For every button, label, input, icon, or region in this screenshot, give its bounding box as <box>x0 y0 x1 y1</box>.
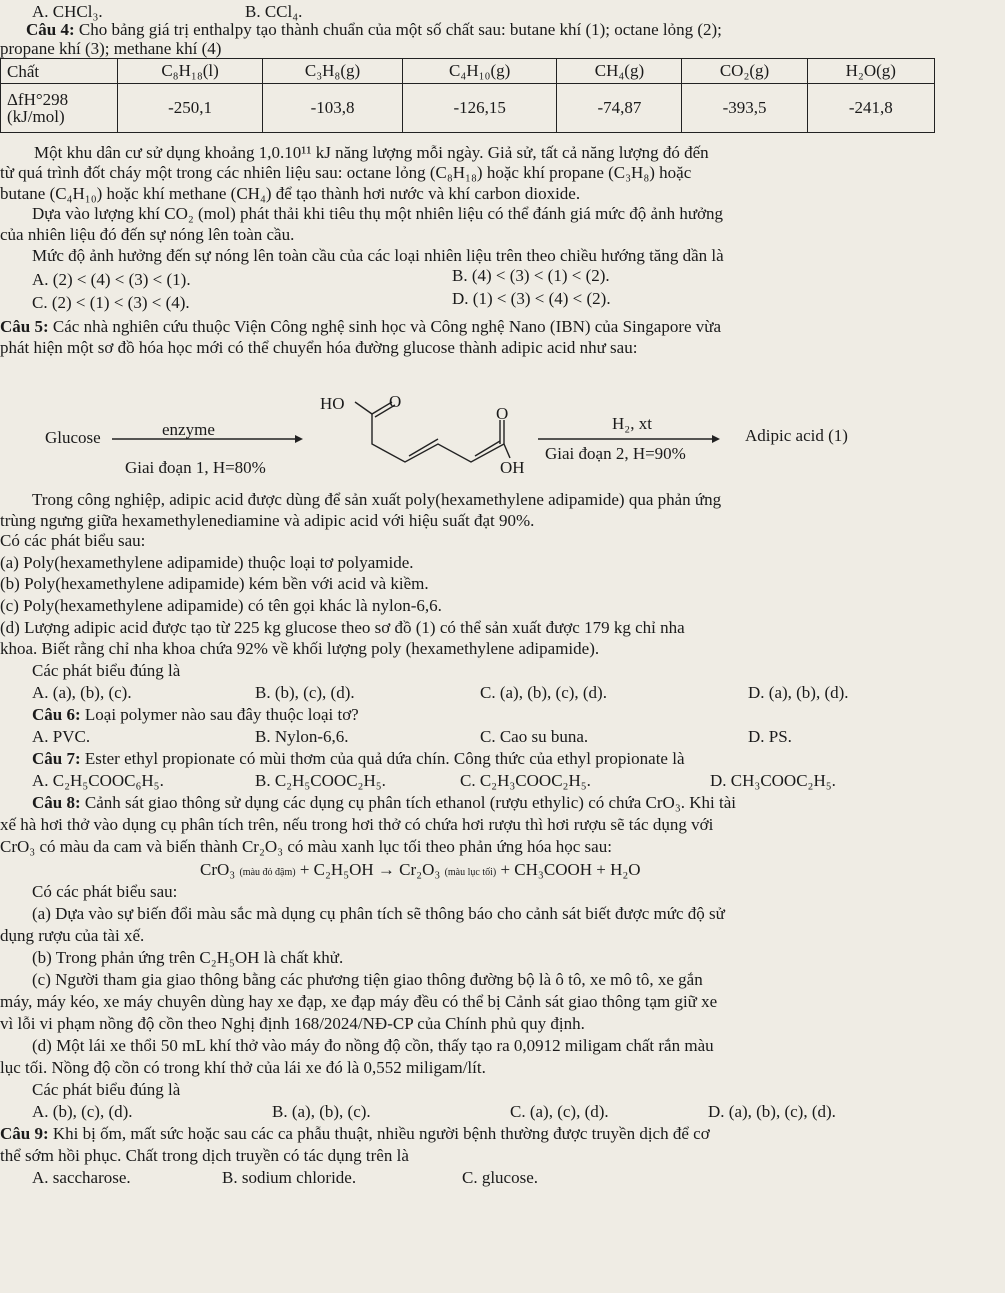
q4-paragraph: Một khu dân cư sử dụng khoảng 1,0.10¹¹ kJ năng lượng mỗi ngày. Giả sử, tất cả năng lượng đó đến <box>34 143 709 162</box>
q4-heading: Câu 4: <box>26 20 75 39</box>
q7-option-c[interactable]: C. C₂H₃COOC₂H₅. <box>460 771 591 790</box>
q7-heading: Câu 7: <box>32 749 81 768</box>
q6-heading: Câu 6: <box>32 705 81 724</box>
q9-option-a[interactable]: A. saccharose. <box>32 1168 131 1187</box>
q5-paragraph: Trong công nghiệp, adipic acid được dùng để sản xuất poly(hexamethylene adipamide) qua phản ứng <box>32 490 722 509</box>
table-cell: -250,1 <box>118 84 263 133</box>
q5-paragraph: Có các phát biểu sau: <box>0 531 146 550</box>
q4-paragraph: của nhiên liệu đó đến sự nóng lên toàn cầu. <box>0 225 295 244</box>
q8-statement-d: (d) Một lái xe thổi 50 mL khí thở vào máy đo nồng độ cồn, thấy tạo ra 0,0912 miligam chất rắn màu <box>32 1036 714 1055</box>
q8-paragraph: CrO₃ có màu da cam và biến thành Cr₂O₃ có màu xanh lục tối theo phản ứng hóa học sau: <box>0 837 612 856</box>
q7-option-d[interactable]: D. CH₃COOC₂H₅. <box>710 771 836 790</box>
q5-option-c[interactable]: C. (a), (b), (c), (d). <box>480 683 607 702</box>
q8-option-a[interactable]: A. (b), (c), (d). <box>32 1102 133 1121</box>
scheme-step1-yield: Giai đoạn 1, H=80% <box>125 458 266 477</box>
table-cell: H₂O(g) <box>807 59 934 84</box>
q7-option-a[interactable]: A. C₂H₅COOC₆H₅. <box>32 771 164 790</box>
q8-statement-a-cont: dụng rượu của tài xế. <box>0 926 145 945</box>
q9-heading: Câu 9: <box>0 1124 49 1143</box>
table-header-cell: ΔfH°298 (kJ/mol) <box>1 84 118 133</box>
q8-option-b[interactable]: B. (a), (b), (c). <box>272 1102 371 1121</box>
q8-statement-b: (b) Trong phản ứng trên C₂H₅OH là chất khử. <box>32 948 344 967</box>
q8-statement-a: (a) Dựa vào sự biến đổi màu sắc mà dụng cụ phân tích sẽ thông báo cho cảnh sát biết được mức độ sử <box>32 904 725 923</box>
q8-heading: Câu 8: <box>32 793 81 812</box>
q5-heading: Câu 5: <box>0 317 49 336</box>
prev-option-b: B. CCl₄. <box>245 2 303 21</box>
q4-option-a[interactable]: A. (2) < (4) < (3) < (1). <box>32 270 191 289</box>
table-row <box>1 84 935 133</box>
table-cell: -126,15 <box>402 84 556 133</box>
table-cell: -74,87 <box>557 84 682 133</box>
q8-paragraph: Các phát biểu đúng là <box>32 1080 181 1099</box>
scheme-product: Adipic acid (1) <box>745 426 848 445</box>
reaction-scheme <box>0 392 1005 482</box>
q8-paragraph: xế hà hơi thở vào dụng cụ phân tích trên, nếu trong hơi thở có chứa hơi rượu thì hơi rượu sẽ tác dụng với <box>0 815 714 834</box>
q5-option-d[interactable]: D. (a), (b), (d). <box>748 683 849 702</box>
q7-text: Câu 7: Ester ethyl propionate có mùi thơm của quả dứa chín. Công thức của ethyl propionate là <box>32 749 685 768</box>
reaction-equation: CrO₃ (màu đỏ đậm) + C₂H₅OH → Cr₂O₃ (màu lục tối) + CH₃COOH + H₂O <box>200 860 641 879</box>
scheme-atom-o: O <box>389 392 402 411</box>
q4-option-d[interactable]: D. (1) < (3) < (4) < (2). <box>452 289 611 308</box>
table-cell: CO₂(g) <box>682 59 807 84</box>
enthalpy-table <box>0 58 935 133</box>
q8-option-d[interactable]: D. (a), (b), (c), (d). <box>708 1102 836 1121</box>
q5-paragraph: phát hiện một sơ đồ hóa học mới có thể chuyển hóa đường glucose thành adipic acid như sau: <box>0 338 638 357</box>
q5-option-b[interactable]: B. (b), (c), (d). <box>255 683 355 702</box>
table-header-cell: Chất <box>1 59 118 84</box>
scheme-atom-o: O <box>496 404 509 423</box>
q5-statement-d-cont: khoa. Biết rằng chỉ nha khoa chứa 92% về khối lượng poly (hexamethylene adipamide). <box>0 639 600 658</box>
scheme-atom-oh: OH <box>500 458 525 477</box>
q6-option-d[interactable]: D. PS. <box>748 727 792 746</box>
q4-option-b[interactable]: B. (4) < (3) < (1) < (2). <box>452 266 610 285</box>
q8-statement-d-cont: lục tối. Nồng độ cồn có trong khí thở của lái xe đó là 0,552 miligam/lít. <box>0 1058 486 1077</box>
q4-paragraph: Mức độ ảnh hưởng đến sự nóng lên toàn cầu của các loại nhiên liệu trên theo chiều hướng tăng dần là <box>32 246 724 265</box>
q4-intro: Câu 4: Cho bảng giá trị enthalpy tạo thành chuẩn của một số chất sau: butane khí (1); octane lỏng (2); <box>26 20 722 39</box>
q8-option-c[interactable]: C. (a), (c), (d). <box>510 1102 609 1121</box>
q4-option-c[interactable]: C. (2) < (1) < (3) < (4). <box>32 293 190 312</box>
prev-option-a: A. CHCl₃. <box>32 2 103 21</box>
scheme-glucose: Glucose <box>45 428 101 447</box>
q9-intro: Câu 9: Khi bị ốm, mất sức hoặc sau các ca phẫu thuật, nhiều người bệnh thường được truyền dịch để cơ <box>0 1124 710 1143</box>
q7-option-b[interactable]: B. C₂H₅COOC₂H₅. <box>255 771 386 790</box>
table-cell: C₃H₈(g) <box>263 59 403 84</box>
table-cell: CH₄(g) <box>557 59 682 84</box>
q6-option-c[interactable]: C. Cao su buna. <box>480 727 589 746</box>
q8-statement-c-cont: vì lỗi vi phạm nồng độ cồn theo Nghị định 168/2024/NĐ-CP của Chính phủ quy định. <box>0 1014 585 1033</box>
scheme-step2-yield: Giai đoạn 2, H=90% <box>545 444 686 463</box>
table-cell: -241,8 <box>807 84 934 133</box>
q8-paragraph: Có các phát biểu sau: <box>32 882 178 901</box>
q6-text: Câu 6: Loại polymer nào sau đây thuộc loại tơ? <box>32 705 359 724</box>
q8-intro: Câu 8: Cảnh sát giao thông sử dụng các dụng cụ phân tích ethanol (rượu ethylic) có chứa CrO₃. Khi tài <box>32 793 736 812</box>
table-cell: C₄H₁₀(g) <box>402 59 556 84</box>
q5-intro: Câu 5: Các nhà nghiên cứu thuộc Viện Công nghệ sinh học và Công nghệ Nano (IBN) của Singapore vừa <box>0 317 722 336</box>
q9-paragraph: thể sớm hồi phục. Chất trong dịch truyền có tác dụng trên là <box>0 1146 409 1165</box>
q6-option-a[interactable]: A. PVC. <box>32 727 91 746</box>
q5-statement-a: (a) Poly(hexamethylene adipamide) thuộc loại tơ polyamide. <box>0 553 414 572</box>
scheme-step1-condition: enzyme <box>162 420 215 439</box>
q4-paragraph: từ quá trình đốt cháy một trong các nhiên liệu sau: octane lỏng (C₈H₁₈) hoặc khí propane (C₃H₈) hoặc <box>0 163 692 182</box>
table-cell: C₈H₁₈(l) <box>118 59 263 84</box>
q5-statement-b: (b) Poly(hexamethylene adipamide) kém bền với acid và kiềm. <box>0 574 429 593</box>
q5-statement-d: (d) Lượng adipic acid được tạo từ 225 kg glucose theo sơ đồ (1) có thể sản xuất được 179 kg chỉ nha <box>0 618 685 637</box>
q5-statement-c: (c) Poly(hexamethylene adipamide) có tên gọi khác là nylon-6,6. <box>0 596 442 615</box>
table-cell: -103,8 <box>263 84 403 133</box>
table-row <box>1 59 935 84</box>
q5-paragraph: trùng ngưng giữa hexamethylenediamine và adipic acid với hiệu suất đạt 90%. <box>0 511 535 530</box>
scheme-step2-condition: H₂, xt <box>612 414 652 433</box>
q8-statement-c: (c) Người tham gia giao thông bằng các phương tiện giao thông đường bộ là ô tô, xe mô tô, xe gắn <box>32 970 703 989</box>
q4-paragraph: Dựa vào lượng khí CO₂ (mol) phát thải khi tiêu thụ một nhiên liệu có thể đánh giá mức độ ảnh hưởng <box>32 204 724 223</box>
q4-intro-2: propane khí (3); methane khí (4) <box>0 39 222 58</box>
table-cell: -393,5 <box>682 84 807 133</box>
scheme-atom-ho: HO <box>320 394 345 413</box>
q9-option-c[interactable]: C. glucose. <box>462 1168 539 1187</box>
q8-statement-c-cont: máy, máy kéo, xe máy chuyên dùng hay xe đạp, xe đạp máy đều có thể bị Cảnh sát giao thông tạm giữ xe <box>0 992 718 1011</box>
q5-paragraph: Các phát biểu đúng là <box>32 661 181 680</box>
q6-option-b[interactable]: B. Nylon-6,6. <box>255 727 349 746</box>
q9-option-b[interactable]: B. sodium chloride. <box>222 1168 357 1187</box>
q5-option-a[interactable]: A. (a), (b), (c). <box>32 683 132 702</box>
q4-paragraph: butane (C₄H₁₀) hoặc khí methane (CH₄) để tạo thành hơi nước và khí carbon dioxide. <box>0 184 581 203</box>
